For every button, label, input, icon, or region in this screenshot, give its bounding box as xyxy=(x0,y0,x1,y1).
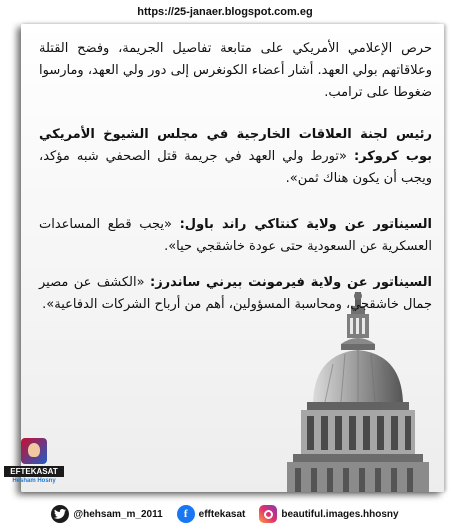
brand-name: EFTEKASAT xyxy=(4,466,64,477)
brand-logo xyxy=(21,438,47,464)
source-url: https://25-janaer.blogspot.com.eg xyxy=(137,6,313,18)
facebook-link[interactable] xyxy=(177,505,246,523)
brand-badge xyxy=(4,438,64,488)
quote-speaker: السيناتور عن ولاية كنتاكي راند باول: xyxy=(179,217,433,232)
instagram-link[interactable] xyxy=(259,505,398,523)
instagram-handle: beautiful.images.hhosny xyxy=(281,508,399,520)
quote-sanders xyxy=(39,272,432,316)
twitter-handle: @hehsam_m_2011 xyxy=(73,508,163,520)
brand-subtitle: Hesham Hosny xyxy=(12,478,56,484)
quote-speaker: السيناتور عن ولاية فيرمونت بيرني ساندرز: xyxy=(150,275,432,290)
facebook-icon: f xyxy=(177,505,195,523)
quote-text: «الكشف عن مصير جمال خاشقجي، ومحاسبة المسؤولين، أهم من أرباح الشركات الدفاعية». xyxy=(39,275,432,312)
quote-corker xyxy=(39,124,432,190)
twitter-link[interactable] xyxy=(51,505,162,523)
quote-text: «يجب قطع المساعدات العسكرية عن السعودية حتى عودة خاشقجي حيا». xyxy=(39,217,432,254)
paragraph-intro: حرص الإعلامي الأمريكي على متابعة تفاصيل الجريمة، وفضح القتلة وعلاقاتهم بولي العهد. أشار أعضاء الكونغرس إلى دور ولي العهد، ومارسوا ضغوطا على ترامب. xyxy=(39,41,432,100)
instagram-icon xyxy=(259,505,277,523)
capitol-dome-image xyxy=(263,292,444,492)
quote-paul xyxy=(39,214,432,258)
social-footer xyxy=(0,498,450,530)
quote-speaker: رئيس لجنة العلاقات الخارجية في مجلس الشيوخ الأمريكي بوب كروكر: xyxy=(39,127,432,164)
quote-text: «تورط ولي العهد في جريمة قتل الصحفي شبه مؤكد، ويجب أن يكون هناك ثمن». xyxy=(39,149,432,186)
facebook-handle: efftekasat xyxy=(198,508,246,520)
article-panel xyxy=(21,24,444,492)
twitter-icon xyxy=(51,505,69,523)
